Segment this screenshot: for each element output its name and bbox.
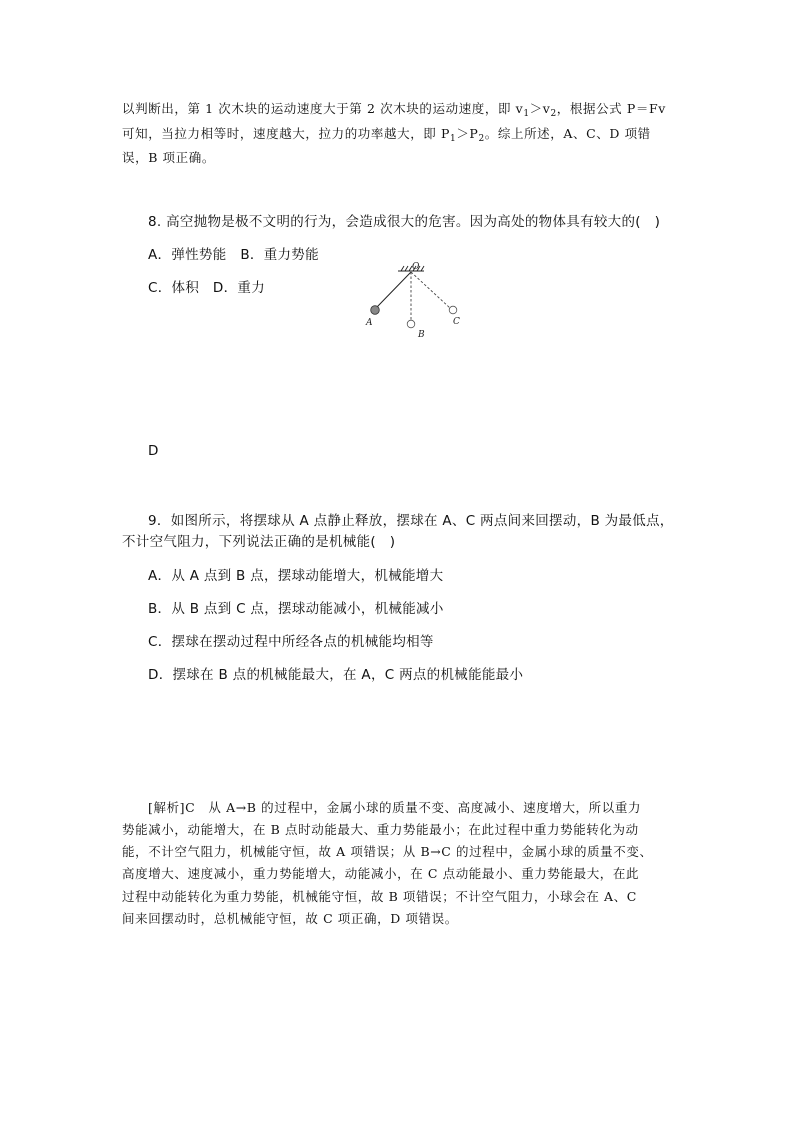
q8-options-cd: C．体积 D．重力: [148, 280, 266, 296]
q9-explanation-line-6: 间来回摆动时，总机械能守恒，故 C 项正确，D 项错误。: [122, 911, 458, 926]
label-b: B: [418, 330, 425, 340]
q9-option-b: B．从 B 点到 C 点，摆球动能减小，机械能减小: [148, 601, 444, 617]
string-c: [411, 272, 450, 308]
label-o: O: [412, 262, 420, 272]
pendulum-figure: [360, 262, 472, 344]
q9-stem-line-2: 不计空气阻力，下列说法正确的是机械能( ): [122, 534, 396, 550]
ball-c: [449, 306, 457, 314]
q9-stem-line-1: 9．如图所示，将摆球从 A 点静止释放，摆球在 A、C 两点间来回摆动，B 为最低点，: [148, 513, 674, 529]
q9-explanation-line-5: 过程中动能转化为重力势能，机械能守恒，故 B 项错误；不计空气阻力，小球会在 A、C: [122, 889, 637, 904]
q9-option-a: A．从 A 点到 B 点，摆球动能增大，机械能增大: [148, 568, 444, 584]
string-a: [377, 272, 411, 307]
q8-stem: 8. 高空抛物是极不文明的行为，会造成很大的危害。因为高处的物体具有较大的( ): [148, 214, 661, 230]
label-a: A: [366, 318, 373, 328]
prev-explanation-line-1: 以判断出，第 1 次木块的运动速度大于第 2 次木块的运动速度，即 $v_1>v_2$，根据公式 P＝Fv: [122, 101, 666, 119]
prev-explanation-line-3: 误，B 项正确。: [122, 150, 215, 165]
q8-answer: D: [148, 443, 159, 459]
q9-explanation-line-2: 势能减小，动能增大，在 B 点时动能最大、重力势能最小；在此过程中重力势能转化为动: [122, 822, 639, 837]
label-c: C: [453, 317, 460, 327]
q9-explanation-line-4: 高度增大、速度减小，重力势能增大，动能减小，在 C 点动能最小、重力势能最大，在此: [122, 866, 640, 881]
q9-option-d: D．摆球在 B 点的机械能最大，在 A，C 两点的机械能能最小: [148, 667, 524, 683]
prev-explanation-line-2: 可知，当拉力相等时，速度越大，拉力的功率越大，即 $P_1>P_2$。综上所述，A、C、D 项错: [122, 126, 651, 144]
ball-b: [407, 320, 415, 328]
q9-explanation-line-1: [解析]C 从 A→B 的过程中，金属小球的质量不变、高度减小、速度增大，所以重力: [148, 800, 642, 815]
q8-options-ab: A．弹性势能 B．重力势能: [148, 247, 319, 263]
q9-option-c: C．摆球在摆动过程中所经各点的机械能均相等: [148, 634, 434, 650]
q9-explanation-line-3: 能，不计空气阻力，机械能守恒，故 A 项错误；从 B→C 的过程中，金属小球的质量不变、: [122, 844, 653, 859]
ball-a: [371, 306, 380, 315]
